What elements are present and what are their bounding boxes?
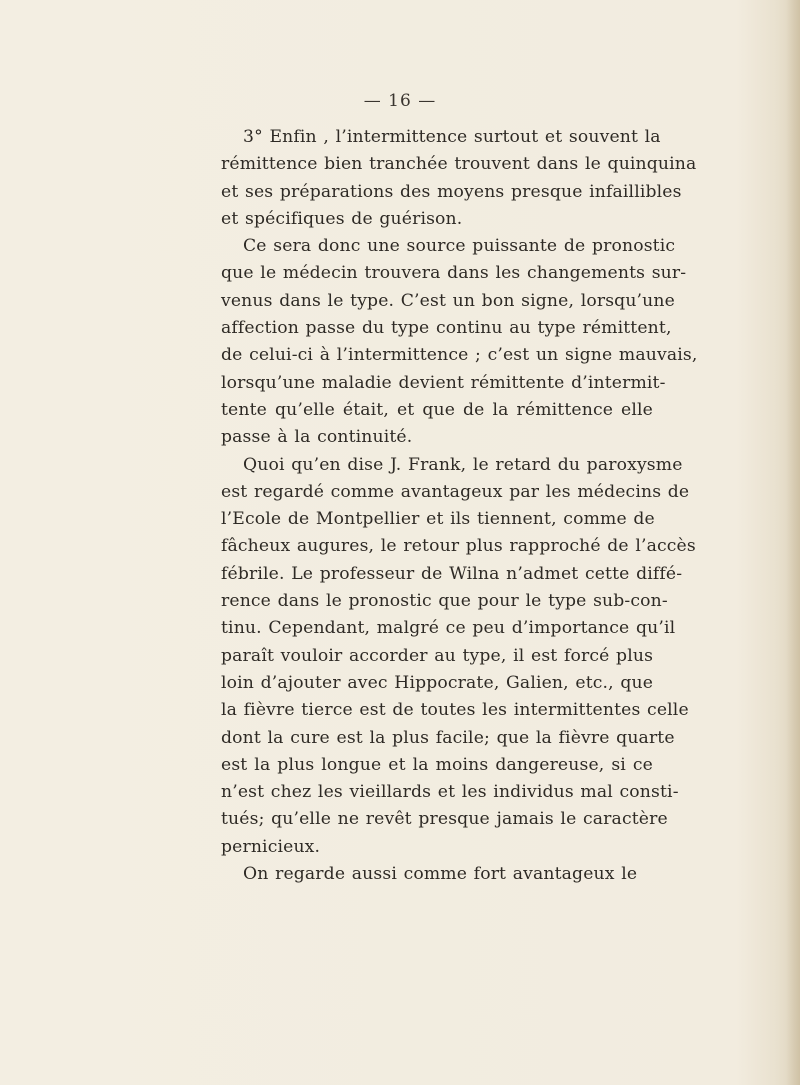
text-line: affection passe du type continu au type rémittent,: [221, 318, 672, 339]
text-line: Ce sera donc une source puissante de pronostic: [243, 236, 676, 257]
text-line: que le médecin trouvera dans les changements sur-: [221, 263, 687, 284]
text-line: tente qu’elle était, et que de la rémittence elle: [221, 399, 653, 420]
text-line: 3° Enfin , l’intermittence surtout et souvent la: [243, 127, 661, 147]
text-line: fébrile. Le professeur de Wilna n’admet cette diffé-: [221, 563, 683, 584]
text-line: lorsqu’une maladie devient rémittente d’intermit-: [221, 372, 666, 393]
text-line: n’est chez les vieillards et les individus mal consti-: [221, 782, 679, 803]
text-line: rence dans le pronostic que pour le type sub-con-: [221, 591, 668, 612]
page-number: — 16 —: [363, 91, 437, 111]
text-line: est regardé comme avantageux par les médecins de: [221, 481, 690, 502]
text-line: la fièvre tierce est de toutes les intermittentes celle: [221, 700, 689, 721]
text-line: tinu. Cependant, malgré ce peu d’importance qu’il: [221, 618, 676, 639]
text-line: de celui-ci à l’intermittence ; c’est un signe mauvais,: [221, 345, 698, 366]
text-line: venus dans le type. C’est un bon signe, lorsqu’une: [221, 290, 675, 311]
text-line: loin d’ajouter avec Hippocrate, Galien, etc., que: [221, 672, 654, 693]
text-line: tués; qu’elle ne revêt presque jamais le caractère: [221, 809, 668, 830]
text-line: passe à la continuité.: [221, 427, 413, 448]
text-line: Quoi qu’en dise J. Frank, le retard du paroxysme: [243, 454, 683, 475]
text-line: pernicieux.: [221, 836, 321, 857]
text-line: et spécifiques de guérison.: [221, 208, 463, 229]
text-line: dont la cure est la plus facile; que la fièvre quarte: [221, 727, 675, 748]
body-text: [221, 124, 698, 888]
text-line: est la plus longue et la moins dangereuse, si ce: [221, 754, 653, 775]
text-line: l’Ecole de Montpellier et ils tiennent, comme de: [221, 509, 655, 530]
text-line: fâcheux augures, le retour plus rapproché de l’accès: [221, 536, 696, 557]
text-line: paraît vouloir accorder au type, il est forcé plus: [221, 645, 654, 666]
text-line: et ses préparations des moyens presque infaillibles: [221, 181, 682, 202]
page-edge-shadow: [786, 0, 800, 1085]
text-line: On regarde aussi comme fort avantageux le: [243, 864, 638, 885]
text-line: rémittence bien tranchée trouvent dans le quinquina: [221, 154, 697, 175]
